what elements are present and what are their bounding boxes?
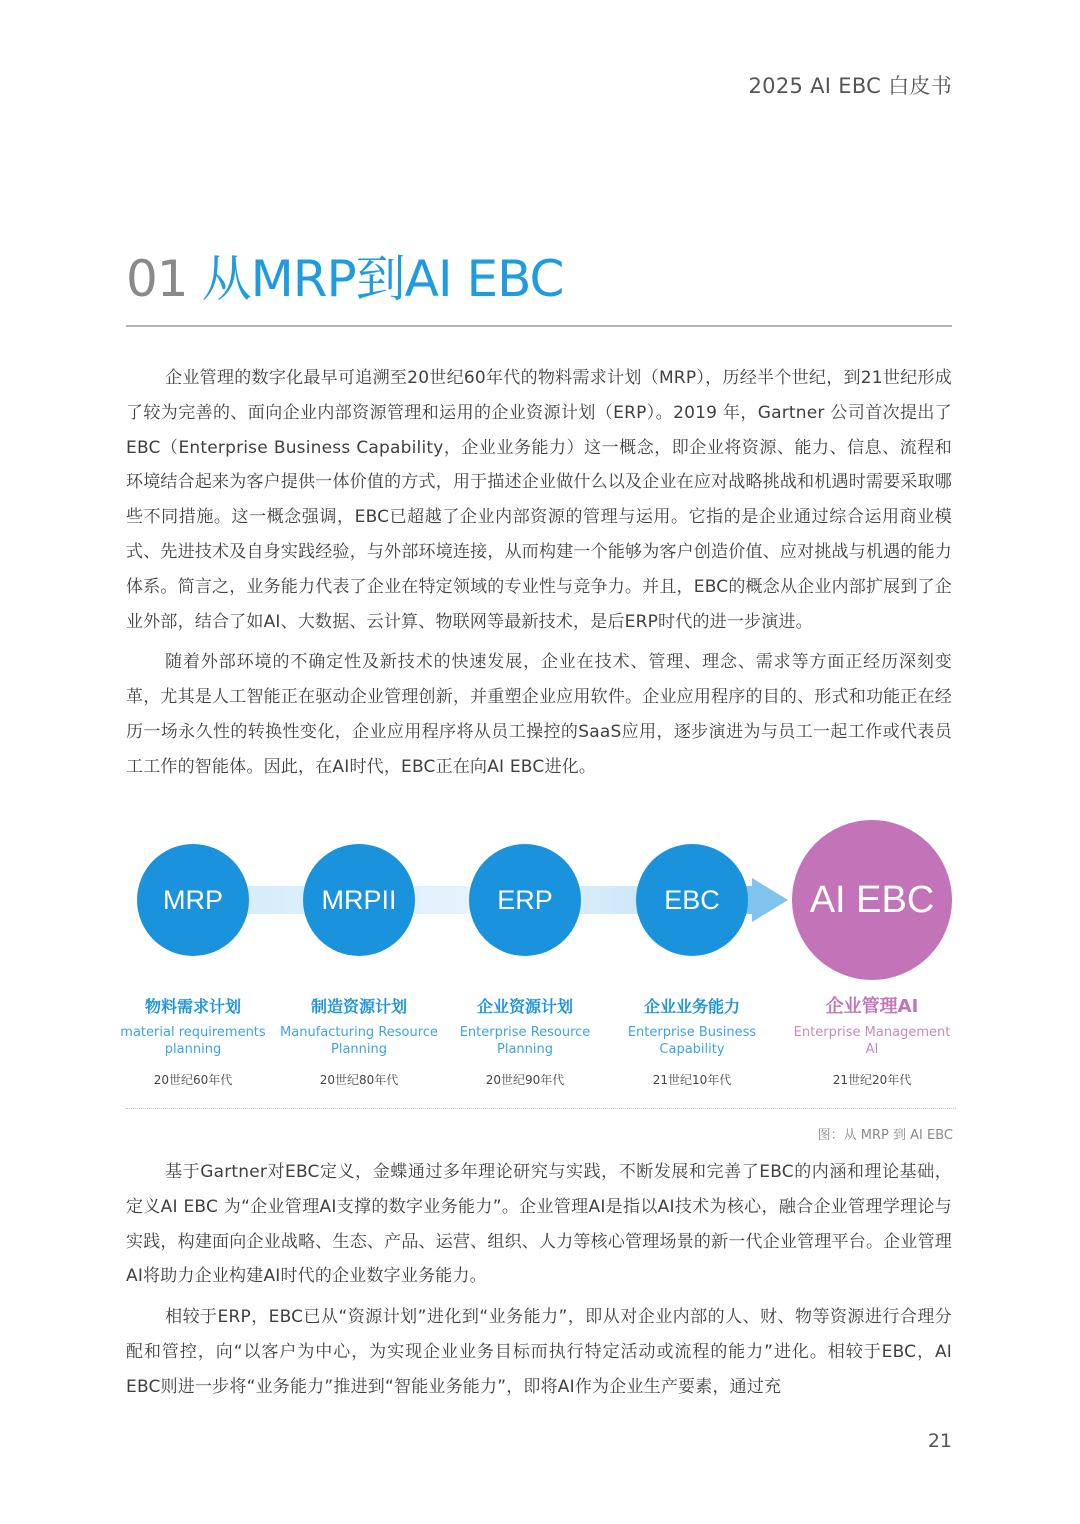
body-text-bottom <box>126 1155 952 1411</box>
node-era: 20世纪90年代 <box>485 1073 565 1087</box>
paragraph: 随着外部环境的不确定性及新技术的快速发展，企业在技术、管理、理念、需求等方面正经历深刻变革，尤其是人工智能正在驱动企业管理创新，并重塑企业应用软件。企业应用程序的目的、形式和功能正在经历一场永久性的转换性变化，企业应用程序将从员工操控的SaaS应用，逐步演进为与员工一起工作或代表员工工作的智能体。因此，在AI时代，EBC正在向AI EBC进化。 <box>126 652 952 777</box>
paragraph: 相较于ERP，EBC已从“资源计划”进化到“业务能力”，即从对企业内部的人、财、物等资源进行合理分配和管控，向“以客户为中心，为实现企业业务目标而执行特定活动或流程的能力”进化。相较于EBC，AI EBC则进一步将“业务能力”推进到“智能业务能力”，即将AI作为企业生产要素，通过充 <box>126 1307 952 1397</box>
figure-caption: 图：从 MRP 到 AI EBC <box>817 1128 953 1143</box>
node-circle-ebc: EBC <box>636 844 748 956</box>
section-number: 01 <box>126 250 188 308</box>
arrow-right-icon <box>752 878 788 922</box>
node-label-cn: 企业资源计划 <box>476 997 573 1016</box>
node-era: 20世纪80年代 <box>319 1073 399 1087</box>
section-heading <box>126 244 563 314</box>
node-label-en: Enterprise Management AI <box>793 1025 951 1057</box>
node-era: 20世纪60年代 <box>153 1073 233 1087</box>
paragraph: 基于Gartner对EBC定义，金蝶通过多年理论研究与实践，不断发展和完善了EBC的内涵和理论基础，定义AI EBC 为“企业管理AI支撑的数字业务能力”。企业管理AI是指以AI技术为核心，融合企业管理学理论与实践，构建面向企业战略、生态、产品、运营、组织、人力等核心管理场景的新一代企业管理平台。企业管理AI将助力企业构建AI时代的企业数字业务能力。 <box>126 1162 952 1287</box>
node-label-en: Enterprise Business Capability <box>627 1025 757 1057</box>
page-number: 21 <box>927 1430 952 1452</box>
node-label-cn: 制造资源计划 <box>310 997 407 1016</box>
paragraph: 企业管理的数字化最早可追溯至20世纪60年代的物料需求计划（MRP），历经半个世纪，到21世纪形成了较为完善的、面向企业内部资源管理和运用的企业资源计划（ERP）。2019 年，Gartner 公司首次提出了EBC（Enterprise Business Capability，企业业务能力）这一概念，即企业将资源、能力、信息、流程和环境结合起来为客户提供一体价值的方式，用于描述企业做什么以及企业在应对战略挑战和机遇时需要采取哪些不同措施。这一概念强调，EBC已超越了企业内部资源的管理与运用。它指的是企业通过综合运用商业模式、先进技术及自身实践经验，与外部环境连接，从而构建一个能够为客户创造价值、应对挑战与机遇的能力体系。简言之，业务能力代表了企业在特定领域的专业性与竞争力。并且，EBC的概念从企业内部扩展到了企业外部，结合了如AI、大数据、云计算、物联网等最新技术，是后ERP时代的进一步演进。 <box>126 368 952 632</box>
body-text-top <box>126 361 952 791</box>
node-era: 21世纪20年代 <box>832 1073 912 1087</box>
node-label-en: material requirements planning <box>120 1025 266 1057</box>
node-label-en: Manufacturing Resource Planning <box>280 1025 438 1057</box>
node-circle-mrp: MRP <box>137 844 249 956</box>
node-era: 21世纪10年代 <box>652 1073 732 1087</box>
node-label-cn: 物料需求计划 <box>144 997 241 1016</box>
node-circle-mrpii: MRPII <box>303 844 415 956</box>
node-circle-erp: ERP <box>469 844 581 956</box>
node-label-en: Enterprise Resource Planning <box>459 1025 591 1057</box>
heading-divider <box>126 325 952 327</box>
caption-divider <box>126 1108 956 1109</box>
header-title: 2025 AI EBC 白皮书 <box>748 74 952 98</box>
evolution-diagram <box>0 812 1080 1102</box>
node-label-cn: 企业管理AI <box>825 996 919 1017</box>
section-title: 从MRP到AI EBC <box>201 250 564 308</box>
node-circle-ai-ebc: AI EBC <box>792 820 952 980</box>
node-label-cn: 企业业务能力 <box>643 997 740 1016</box>
